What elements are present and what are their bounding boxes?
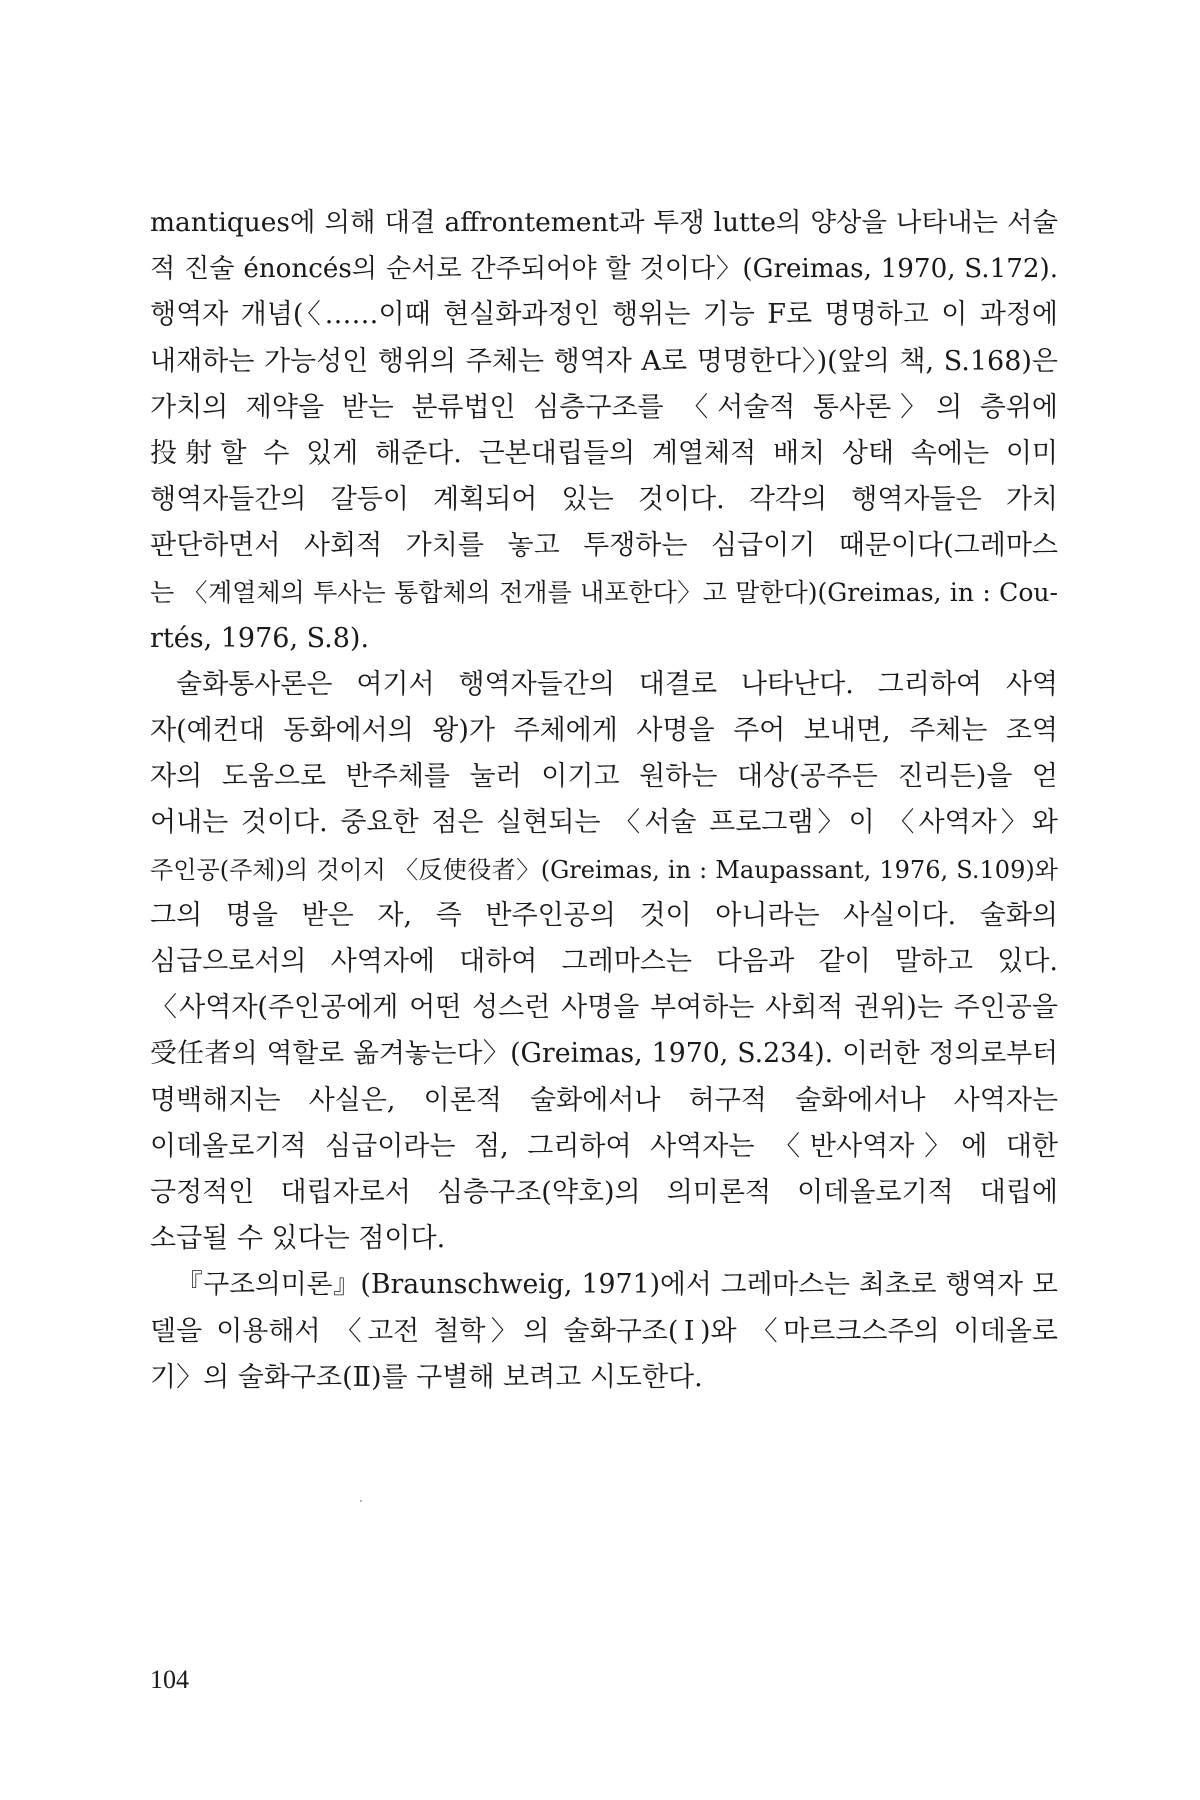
text-line: 행역자들간의 갈등이 계획되어 있는 것이다. 각각의 행역자들은 가치 (150, 484, 1058, 516)
page-number: 104 (150, 1665, 189, 1694)
text-line: 投射할 수 있게 해준다. 근본대립들의 계열체적 배치 상태 속에는 이미 (150, 437, 1058, 469)
text-line: 심급으로서의 사역자에 대하여 그레마스는 다음과 같이 말하고 있다. (150, 946, 1058, 977)
text-line: 주인공(주체)의 것이지 〈反使役者〉(Greimas, in : Maupassant, 1976, S.109)와 (150, 855, 1058, 884)
text-line: 受任者의 역할로 옮겨놓는다〉(Greimas, 1970, S.234). 이러한 정의로부터 (150, 1038, 1058, 1070)
text-line: 적 진술 énoncés의 순서로 간주되어야 할 것이다〉(Greimas, 1970, S.172). (150, 254, 1058, 285)
text-line: rtés, 1976, S.8). (150, 622, 370, 654)
text-line: 판단하면서 사회적 가치를 놓고 투쟁하는 심급이기 때문이다(그레마스 (150, 530, 1058, 562)
text-line: 기〉의 술화구조(Ⅱ)를 구별해 보려고 시도한다. (150, 1361, 703, 1393)
text-line: 내재하는 가능성인 행위의 주체는 행역자 A로 명명한다〉)(앞의 책, S.168)은 (150, 345, 1058, 377)
text-line: 긍정적인 대립자로서 심층구조(약호)의 의미론적 이데올로기적 대립에 (150, 1176, 1058, 1208)
text-line: 소급될 수 있다는 점이다. (150, 1223, 446, 1255)
text-line: 그의 명을 받은 자, 즉 반주인공의 것이 아니라는 사실이다. 술화의 (150, 899, 1058, 931)
text-line: 이데올로기적 심급이라는 점, 그리하여 사역자는 〈반사역자〉에 대한 (150, 1130, 1058, 1162)
scan-speck (360, 1500, 362, 1502)
text-line: 〈사역자(주인공에게 어떤 성스런 사명을 부여하는 사회적 권위)는 주인공을 (150, 992, 1058, 1024)
paragraph-start-line: 『구조의미론』(Braunschweig, 1971)에서 그레마스는 최초로 행역자 모 (176, 1269, 1058, 1301)
text-line: 자의 도움으로 반주체를 눌러 이기고 원하는 대상(공주든 진리든)을 얻 (150, 761, 1058, 793)
body-text (150, 200, 1058, 1401)
text-line: 가치의 제약을 받는 분류법인 심층구조를 〈서술적 통사론〉의 층위에 (150, 391, 1058, 423)
text-line: 행역자 개념(〈……이때 현실화과정인 행위는 기능 F로 명명하고 이 과정에 (150, 299, 1058, 331)
paragraph-start-line: 술화통사론은 여기서 행역자들간의 대결로 나타난다. 그리하여 사역 (176, 668, 1058, 700)
text-line: 자(예컨대 동화에서의 왕)가 주체에게 사명을 주어 보내면, 주체는 조역 (150, 715, 1058, 747)
text-line: 는 〈계열체의 투사는 통합체의 전개를 내포한다〉고 말한다)(Greimas, in : Cou- (150, 577, 1058, 607)
text-line: 델을 이용해서 〈고전 철학〉의 술화구조(Ⅰ)와 〈마르크스주의 이데올로 (150, 1315, 1058, 1347)
text-line: mantiques에 의해 대결 affrontement과 투쟁 lutte의 양상을 나타내는 서술 (150, 207, 1058, 238)
text-line: 명백해지는 사실은, 이론적 술화에서나 허구적 술화에서나 사역자는 (150, 1084, 1058, 1116)
text-line: 어내는 것이다. 중요한 점은 실현되는 〈서술 프로그램〉이 〈사역자〉와 (150, 807, 1058, 839)
